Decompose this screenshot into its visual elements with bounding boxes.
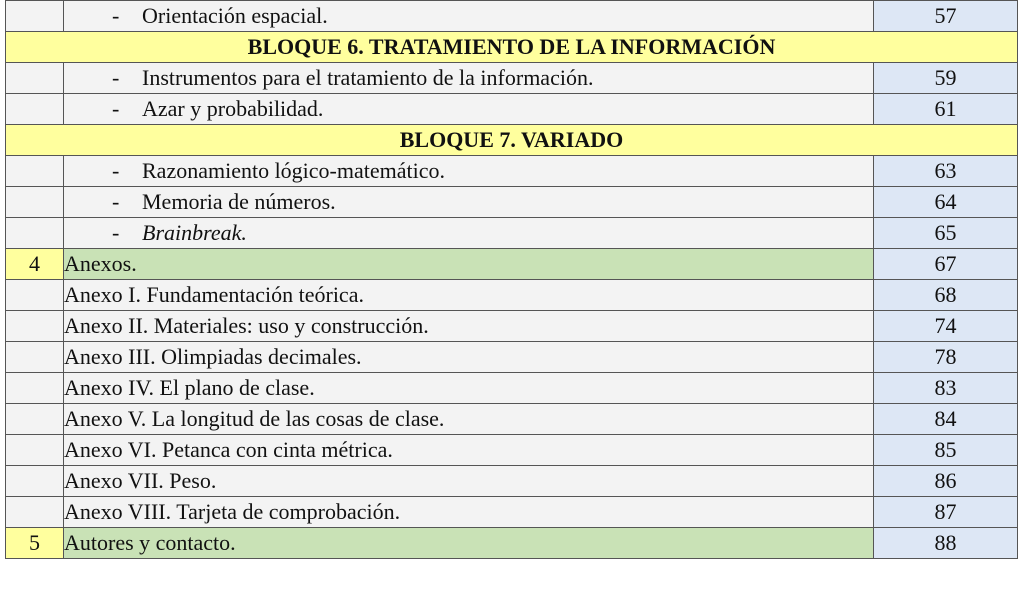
entry-title-text: Azar y probabilidad. xyxy=(142,96,324,121)
bloque-heading-row xyxy=(6,32,1018,63)
entry-title xyxy=(64,156,874,187)
entry-title-text: Instrumentos para el tratamiento de la información. xyxy=(142,65,594,90)
entry-title xyxy=(64,187,874,218)
table-of-contents xyxy=(5,0,1018,559)
entry-title: Anexo I. Fundamentación teórica. xyxy=(64,280,874,311)
subsection-row xyxy=(6,218,1018,249)
entry-title: Anexo V. La longitud de las cosas de clase. xyxy=(64,404,874,435)
entry-title: Anexo VI. Petanca con cinta métrica. xyxy=(64,435,874,466)
entry-title xyxy=(64,218,874,249)
section-number xyxy=(6,342,64,373)
page-number: 84 xyxy=(874,404,1018,435)
section-number: 4 xyxy=(6,249,64,280)
section-number xyxy=(6,280,64,311)
section-number xyxy=(6,497,64,528)
annex-row xyxy=(6,342,1018,373)
bullet-dash: - xyxy=(112,189,120,214)
subsection-row xyxy=(6,187,1018,218)
page-number: 88 xyxy=(874,528,1018,559)
page-number: 68 xyxy=(874,280,1018,311)
page-number: 78 xyxy=(874,342,1018,373)
bullet-dash: - xyxy=(112,220,120,245)
page-number: 85 xyxy=(874,435,1018,466)
entry-title: Anexo IV. El plano de clase. xyxy=(64,373,874,404)
section-number xyxy=(6,94,64,125)
annex-row xyxy=(6,280,1018,311)
entry-title: Anexo VII. Peso. xyxy=(64,466,874,497)
page-number: 63 xyxy=(874,156,1018,187)
section-number xyxy=(6,218,64,249)
bullet-dash: - xyxy=(112,3,120,28)
section-number xyxy=(6,156,64,187)
bullet-dash: - xyxy=(112,65,120,90)
page-number: 74 xyxy=(874,311,1018,342)
annex-row xyxy=(6,466,1018,497)
section-number xyxy=(6,373,64,404)
annex-row xyxy=(6,311,1018,342)
page-number: 57 xyxy=(874,1,1018,32)
entry-title: Autores y contacto. xyxy=(64,528,874,559)
entry-title: Anexo II. Materiales: uso y construcción. xyxy=(64,311,874,342)
section-number: 5 xyxy=(6,528,64,559)
entry-title-text: Brainbreak. xyxy=(142,220,247,245)
bloque-heading-row xyxy=(6,125,1018,156)
entry-title xyxy=(64,1,874,32)
section-number xyxy=(6,1,64,32)
section-number xyxy=(6,63,64,94)
entry-title-text: Orientación espacial. xyxy=(142,3,328,28)
subsection-row xyxy=(6,1,1018,32)
page-number: 65 xyxy=(874,218,1018,249)
page-number: 67 xyxy=(874,249,1018,280)
section-row xyxy=(6,249,1018,280)
entry-title: Anexo III. Olimpiadas decimales. xyxy=(64,342,874,373)
section-number xyxy=(6,311,64,342)
annex-row xyxy=(6,373,1018,404)
section-number xyxy=(6,404,64,435)
page-number: 86 xyxy=(874,466,1018,497)
page-number: 64 xyxy=(874,187,1018,218)
entry-title xyxy=(64,63,874,94)
entry-title: Anexo VIII. Tarjeta de comprobación. xyxy=(64,497,874,528)
section-number xyxy=(6,435,64,466)
section-number xyxy=(6,466,64,497)
entry-title xyxy=(64,94,874,125)
bullet-dash: - xyxy=(112,96,120,121)
subsection-row xyxy=(6,156,1018,187)
section-row xyxy=(6,528,1018,559)
page-number: 87 xyxy=(874,497,1018,528)
section-number xyxy=(6,187,64,218)
page-number: 59 xyxy=(874,63,1018,94)
entry-title-text: Razonamiento lógico-matemático. xyxy=(142,158,446,183)
bloque-heading: BLOQUE 7. VARIADO xyxy=(6,125,1018,156)
bullet-dash: - xyxy=(112,158,120,183)
annex-row xyxy=(6,497,1018,528)
entry-title: Anexos. xyxy=(64,249,874,280)
annex-row xyxy=(6,435,1018,466)
page-number: 83 xyxy=(874,373,1018,404)
toc-body xyxy=(6,1,1018,559)
bloque-heading: BLOQUE 6. TRATAMIENTO DE LA INFORMACIÓN xyxy=(6,32,1018,63)
entry-title-text: Memoria de números. xyxy=(142,189,336,214)
annex-row xyxy=(6,404,1018,435)
page-number: 61 xyxy=(874,94,1018,125)
subsection-row xyxy=(6,94,1018,125)
subsection-row xyxy=(6,63,1018,94)
